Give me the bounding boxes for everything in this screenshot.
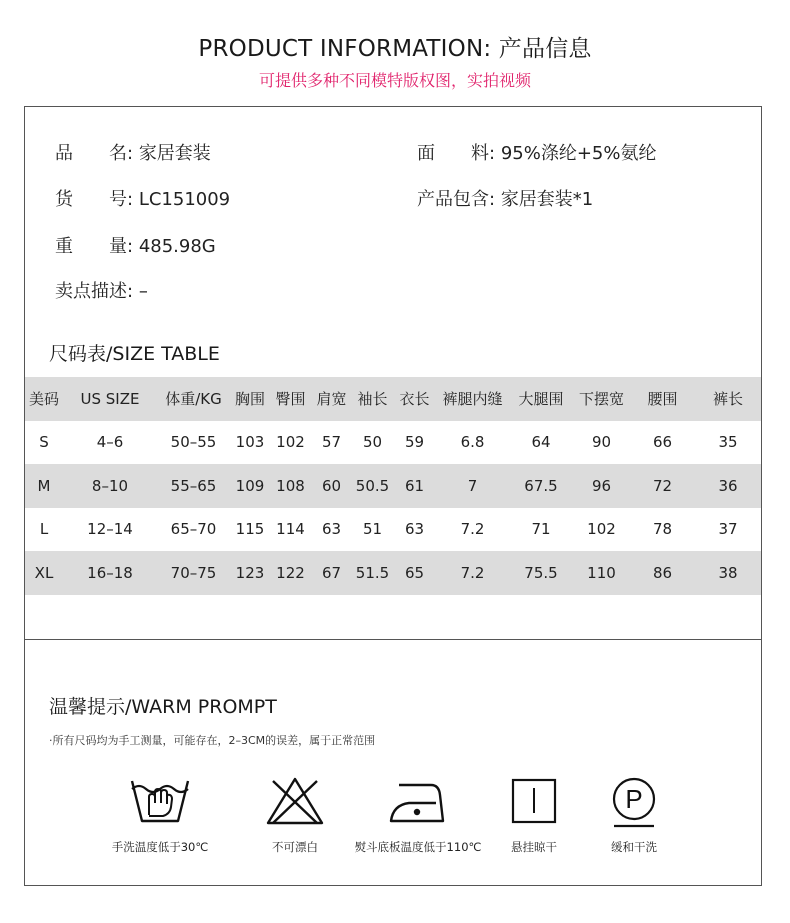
hang-dry-label: 悬挂晾干 — [511, 840, 557, 854]
dry-clean-label: 缓和干洗 — [611, 840, 657, 854]
table-cell: 65 — [393, 551, 436, 595]
info-fabric — [417, 139, 656, 165]
hand-wash-label: 手洗温度低于30℃ — [111, 840, 209, 854]
table-cell: 7 — [436, 464, 509, 508]
table-cell: 70–75 — [157, 551, 230, 595]
table-cell: M — [25, 464, 63, 508]
table-cell: 108 — [270, 464, 311, 508]
table-row — [25, 421, 761, 465]
care-item-dry-clean — [569, 775, 699, 855]
info-item-no — [55, 185, 230, 211]
table-cell: 86 — [630, 551, 695, 595]
hand-wash-icon — [129, 775, 191, 827]
hang-dry-icon — [503, 775, 565, 827]
table-cell: 7.2 — [436, 551, 509, 595]
table-cell: 122 — [270, 551, 311, 595]
table-cell: 8–10 — [63, 464, 157, 508]
item-no-label: 货 号: — [55, 189, 134, 210]
table-cell: 67 — [311, 551, 352, 595]
care-item-iron — [353, 775, 483, 855]
table-cell: 72 — [630, 464, 695, 508]
header-cell: 袖长 — [352, 377, 393, 421]
size-table-header-row — [25, 377, 761, 421]
selling-label: 卖点描述: — [55, 281, 134, 302]
table-cell: 103 — [235, 433, 265, 452]
header-cell: US SIZE — [63, 377, 157, 421]
includes-label: 产品包含: — [417, 189, 496, 210]
table-cell: 50.5 — [352, 464, 393, 508]
table-cell: 65–70 — [170, 520, 217, 539]
header-cell: 臀围 — [270, 377, 311, 421]
table-cell: 102 — [276, 433, 305, 452]
table-cell: 16–18 — [63, 551, 157, 595]
fabric-label: 面 料: — [417, 143, 496, 164]
table-row — [25, 508, 761, 552]
table-cell: 102 — [587, 520, 616, 539]
table-cell: 78 — [652, 520, 673, 539]
size-table-title: 尺码表/SIZE TABLE — [49, 343, 220, 365]
header-cell: 体重/KG — [157, 377, 230, 421]
table-cell: 37 — [718, 520, 738, 539]
section-divider — [25, 639, 761, 640]
table-cell: 50–55 — [170, 433, 217, 452]
page-title: PRODUCT INFORMATION: 产品信息 — [198, 36, 592, 62]
table-cell: 12–14 — [87, 520, 133, 539]
no-bleach-label: 不可漂白 — [272, 840, 318, 854]
table-cell: 109 — [230, 464, 270, 508]
table-cell: S — [39, 433, 49, 452]
item-no-value: LC151009 — [138, 189, 231, 210]
table-cell: 55–65 — [157, 464, 230, 508]
table-cell: 64 — [531, 433, 551, 452]
name-value: 家居套装 — [138, 143, 211, 164]
table-cell: 36 — [695, 464, 761, 508]
table-cell: 71 — [531, 520, 551, 539]
table-cell: 123 — [230, 551, 270, 595]
includes-value: 家居套装*1 — [500, 189, 594, 210]
care-item-hand-wash — [95, 775, 225, 855]
measurement-note: ·所有尺码均为手工测量，可能存在，2–3CM的误差，属于正常范围 — [49, 734, 376, 747]
header-cell: 下摆宽 — [573, 377, 630, 421]
dry-clean-p-icon — [603, 775, 665, 831]
header-cell: 肩宽 — [311, 377, 352, 421]
iron-low-icon — [387, 775, 449, 827]
info-includes — [417, 185, 593, 211]
table-cell: 60 — [311, 464, 352, 508]
table-cell: XL — [25, 551, 63, 595]
weight-value: 485.98G — [138, 236, 216, 257]
selling-value: – — [138, 281, 148, 302]
table-cell: 51 — [362, 520, 383, 539]
info-weight — [55, 232, 216, 258]
table-row — [25, 464, 761, 508]
header-cell: 胸围 — [230, 377, 270, 421]
header-cell: 美码 — [25, 377, 63, 421]
no-bleach-icon — [264, 775, 326, 827]
table-cell: 7.2 — [460, 520, 485, 539]
iron-label: 熨斗底板温度低于110℃ — [354, 840, 482, 854]
header-cell: 衣长 — [393, 377, 436, 421]
table-cell: 38 — [695, 551, 761, 595]
table-cell: L — [39, 520, 49, 539]
table-cell: 67.5 — [509, 464, 573, 508]
warm-prompt-title: 温馨提示/WARM PROMPT — [49, 696, 277, 718]
table-cell: 51.5 — [352, 551, 393, 595]
table-cell: 66 — [652, 433, 673, 452]
table-cell: 75.5 — [509, 551, 573, 595]
header-cell: 大腿围 — [509, 377, 573, 421]
table-cell: 96 — [573, 464, 630, 508]
header-cell: 裤长 — [695, 377, 761, 421]
table-cell: 90 — [591, 433, 612, 452]
table-cell: 110 — [573, 551, 630, 595]
table-cell: 114 — [276, 520, 305, 539]
table-cell: 57 — [321, 433, 342, 452]
product-info-panel — [24, 106, 762, 886]
care-item-no-bleach — [230, 775, 360, 855]
table-cell: 59 — [404, 433, 425, 452]
svg-text:P: P — [625, 784, 643, 814]
weight-label: 重 量: — [55, 236, 134, 257]
table-cell: 115 — [235, 520, 265, 539]
table-row — [25, 551, 761, 595]
size-table — [25, 377, 761, 595]
info-selling-points — [55, 277, 148, 303]
header-cell: 裤腿内缝 — [436, 377, 509, 421]
table-cell: 63 — [404, 520, 425, 539]
table-cell: 50 — [362, 433, 383, 452]
table-cell: 6.8 — [460, 433, 485, 452]
header-cell: 腰围 — [630, 377, 695, 421]
table-cell: 4–6 — [96, 433, 124, 452]
name-label: 品 名: — [55, 143, 134, 164]
table-cell: 61 — [393, 464, 436, 508]
table-cell: 35 — [718, 433, 738, 452]
table-cell: 63 — [321, 520, 342, 539]
page-subtitle: 可提供多种不同模特版权图，实拍视频 — [258, 71, 531, 90]
fabric-value: 95%涤纶+5%氨纶 — [500, 143, 657, 164]
info-name — [55, 139, 211, 165]
